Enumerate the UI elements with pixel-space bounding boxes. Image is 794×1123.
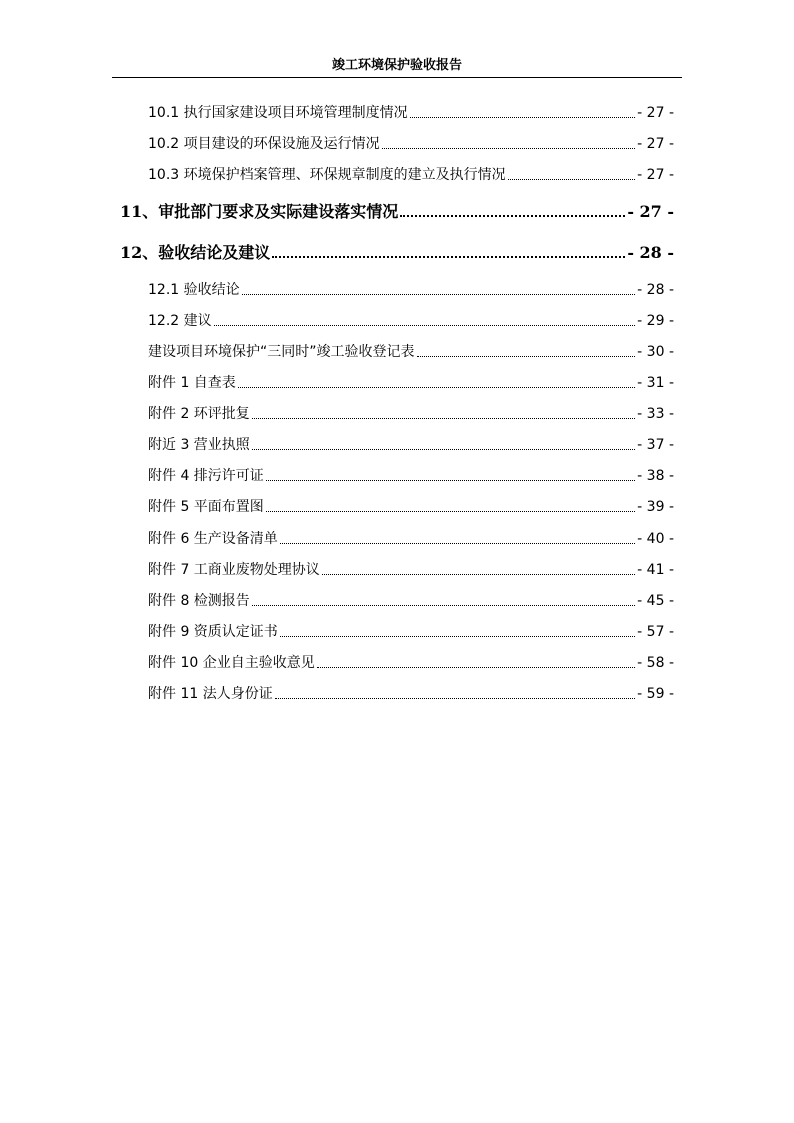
toc-leader-dots	[252, 605, 635, 606]
toc-entry-title: 附件 7 工商业废物处理协议	[148, 562, 320, 578]
toc-entry-page: - 59 -	[637, 686, 674, 702]
toc-entry[interactable]	[148, 591, 674, 611]
toc-entry-title: 附件 9 资质认定证书	[148, 624, 278, 640]
toc-entry[interactable]	[148, 404, 674, 424]
toc-entry-title: 12、验收结论及建议	[120, 243, 271, 262]
toc-leader-dots	[238, 387, 635, 388]
toc-entry-title: 附件 6 生产设备清单	[148, 531, 278, 547]
toc-entry[interactable]	[148, 466, 674, 486]
toc-entry[interactable]	[148, 435, 674, 455]
toc-leader-dots	[242, 294, 636, 295]
toc-entry-page: - 31 -	[637, 375, 674, 391]
toc-leader-dots	[280, 543, 635, 544]
toc-entry[interactable]	[148, 342, 674, 362]
toc-entry-title: 附件 10 企业自主验收意见	[148, 655, 315, 671]
toc-entry-page: - 39 -	[637, 499, 674, 515]
toc-entry-main[interactable]	[120, 242, 674, 264]
toc-entry-page: - 28 -	[637, 282, 674, 298]
toc-entry[interactable]	[148, 165, 674, 185]
toc-entry-page: - 45 -	[637, 593, 674, 609]
toc-entry[interactable]	[148, 529, 674, 549]
toc-leader-dots	[322, 574, 635, 575]
toc-entry-title: 建设项目环境保护“三同时”竣工验收登记表	[148, 344, 415, 360]
toc-leader-dots	[275, 698, 635, 699]
toc-entry-title: 附件 2 环评批复	[148, 406, 250, 422]
toc-entry-page: - 37 -	[637, 437, 674, 453]
toc-entry-page: - 40 -	[637, 531, 674, 547]
toc-entry-title: 12.1 验收结论	[148, 282, 240, 298]
toc-entry-title: 附件 4 排污许可证	[148, 468, 264, 484]
toc-entry-page: - 27 -	[637, 167, 674, 183]
toc-entry-title: 10.1 执行国家建设项目环境管理制度情况	[148, 105, 408, 121]
toc-leader-dots	[252, 449, 635, 450]
toc-entry[interactable]	[148, 653, 674, 673]
toc-entry-title: 10.3 环境保护档案管理、环保规章制度的建立及执行情况	[148, 167, 506, 183]
toc-entry[interactable]	[148, 684, 674, 704]
toc-entry-page: - 27 -	[637, 105, 674, 121]
toc-entry[interactable]	[148, 280, 674, 300]
toc-entry[interactable]	[148, 373, 674, 393]
toc-entry-title: 附件 5 平面布置图	[148, 499, 264, 515]
toc-leader-dots	[417, 356, 636, 357]
toc-entry-page: - 38 -	[637, 468, 674, 484]
toc-entry-title: 附近 3 营业执照	[148, 437, 250, 453]
toc-leader-dots	[214, 325, 636, 326]
toc-leader-dots	[266, 511, 635, 512]
toc-entry-title: 10.2 项目建设的环保设施及运行情况	[148, 136, 380, 152]
toc-entry-main[interactable]	[120, 201, 674, 223]
toc-entry[interactable]	[148, 103, 674, 123]
toc-entry-page: - 27 -	[627, 202, 674, 221]
toc-entry-title: 附件 11 法人身份证	[148, 686, 273, 702]
toc-entry[interactable]	[148, 134, 674, 154]
toc-entry-page: - 27 -	[637, 136, 674, 152]
toc-leader-dots	[382, 148, 636, 149]
toc-leader-dots	[272, 256, 625, 258]
toc-leader-dots	[400, 215, 625, 217]
toc-leader-dots	[266, 480, 635, 481]
toc-entry-page: - 29 -	[637, 313, 674, 329]
toc-entry-page: - 30 -	[637, 344, 674, 360]
toc-entry-title: 附件 8 检测报告	[148, 593, 250, 609]
toc-entry-title: 附件 1 自查表	[148, 375, 236, 391]
toc-entry[interactable]	[148, 311, 674, 331]
toc-entry[interactable]	[148, 560, 674, 580]
toc-entry[interactable]	[148, 622, 674, 642]
toc-leader-dots	[317, 667, 635, 668]
toc-entry-page: - 28 -	[627, 243, 674, 262]
toc-leader-dots	[410, 117, 636, 118]
toc-entry-page: - 41 -	[637, 562, 674, 578]
toc-leader-dots	[252, 418, 635, 419]
toc-entry-page: - 33 -	[637, 406, 674, 422]
toc-leader-dots	[280, 636, 635, 637]
toc-entry-page: - 58 -	[637, 655, 674, 671]
toc-entry-title: 12.2 建议	[148, 313, 212, 329]
toc-entry-page: - 57 -	[637, 624, 674, 640]
toc-leader-dots	[508, 179, 636, 180]
toc-entry-title: 11、审批部门要求及实际建设落实情况	[120, 202, 399, 221]
toc-entry[interactable]	[148, 497, 674, 517]
page-header-title: 竣工环境保护验收报告	[331, 58, 462, 73]
